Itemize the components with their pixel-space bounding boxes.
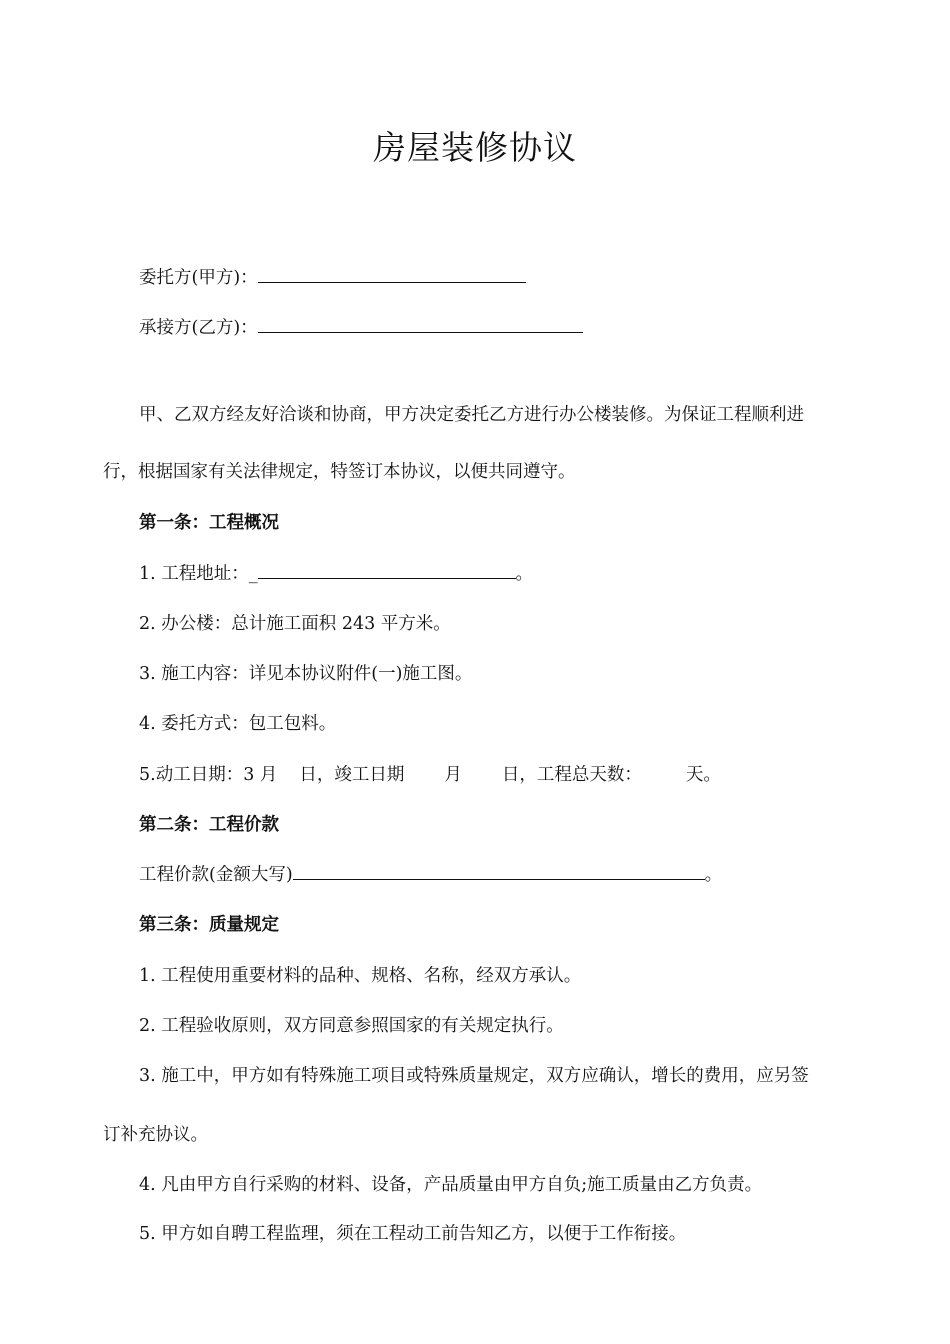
intro-line-1: 甲、乙双方经友好洽谈和协商，甲方决定委托乙方进行办公楼装修。为保证工程顺利进	[139, 405, 804, 425]
article1-heading: 第一条：工程概况	[139, 513, 279, 533]
price-end: 。	[704, 865, 723, 885]
article1-item4: 4. 委托方式：包工包料。	[139, 714, 337, 734]
article1-item1	[139, 562, 533, 586]
article1-item2: 2. 办公楼：总计施工面积 243 平方米。	[139, 614, 451, 634]
intro-line-2: 行，根据国家有关法律规定，特签订本协议，以便共同遵守。	[103, 462, 576, 482]
party-b-label: 承接方(乙方)：	[139, 318, 258, 338]
price-row	[139, 863, 722, 887]
address-label: 1. 工程地址：_	[139, 564, 258, 584]
article3-item2: 2. 工程验收原则，双方同意参照国家的有关规定执行。	[139, 1016, 564, 1036]
article3-item4: 4. 凡由甲方自行采购的材料、设备，产品质量由甲方自负;施工质量由乙方负责。	[139, 1175, 763, 1195]
total-days-label: 日，工程总天数：	[501, 765, 642, 785]
start-date-label: 5.动工日期：3 月	[139, 765, 278, 785]
article3-item3-line2: 订补充协议。	[103, 1125, 208, 1145]
article3-item5: 5. 甲方如自聘工程监理，须在工程动工前告知乙方，以便于工作衔接。	[139, 1224, 687, 1244]
party-b-row	[139, 316, 583, 340]
party-a-blank[interactable]	[258, 266, 526, 283]
end-month-label: 月	[444, 765, 462, 785]
end-date-label: 日，竣工日期	[299, 765, 405, 785]
party-b-blank[interactable]	[258, 316, 583, 333]
article3-item3-line1: 3. 施工中，甲方如有特殊施工项目或特殊质量规定，双方应确认，增长的费用，应另签	[139, 1066, 809, 1086]
article3-heading: 第三条：质量规定	[139, 915, 279, 935]
article1-item5	[139, 763, 721, 787]
party-a-row	[139, 266, 526, 290]
party-a-label: 委托方(甲方)：	[139, 268, 258, 288]
article3-item1: 1. 工程使用重要材料的品种、规格、名称，经双方承认。	[139, 966, 582, 986]
document-title: 房屋装修协议	[373, 128, 577, 167]
article2-heading: 第二条：工程价款	[139, 815, 279, 835]
days-unit: 天。	[685, 765, 721, 785]
address-end: 。	[515, 564, 534, 584]
address-blank[interactable]	[258, 562, 516, 579]
price-label: 工程价款(金额大写)	[139, 865, 293, 885]
article1-item3: 3. 施工内容：详见本协议附件(一)施工图。	[139, 664, 473, 684]
price-blank[interactable]	[293, 863, 705, 880]
